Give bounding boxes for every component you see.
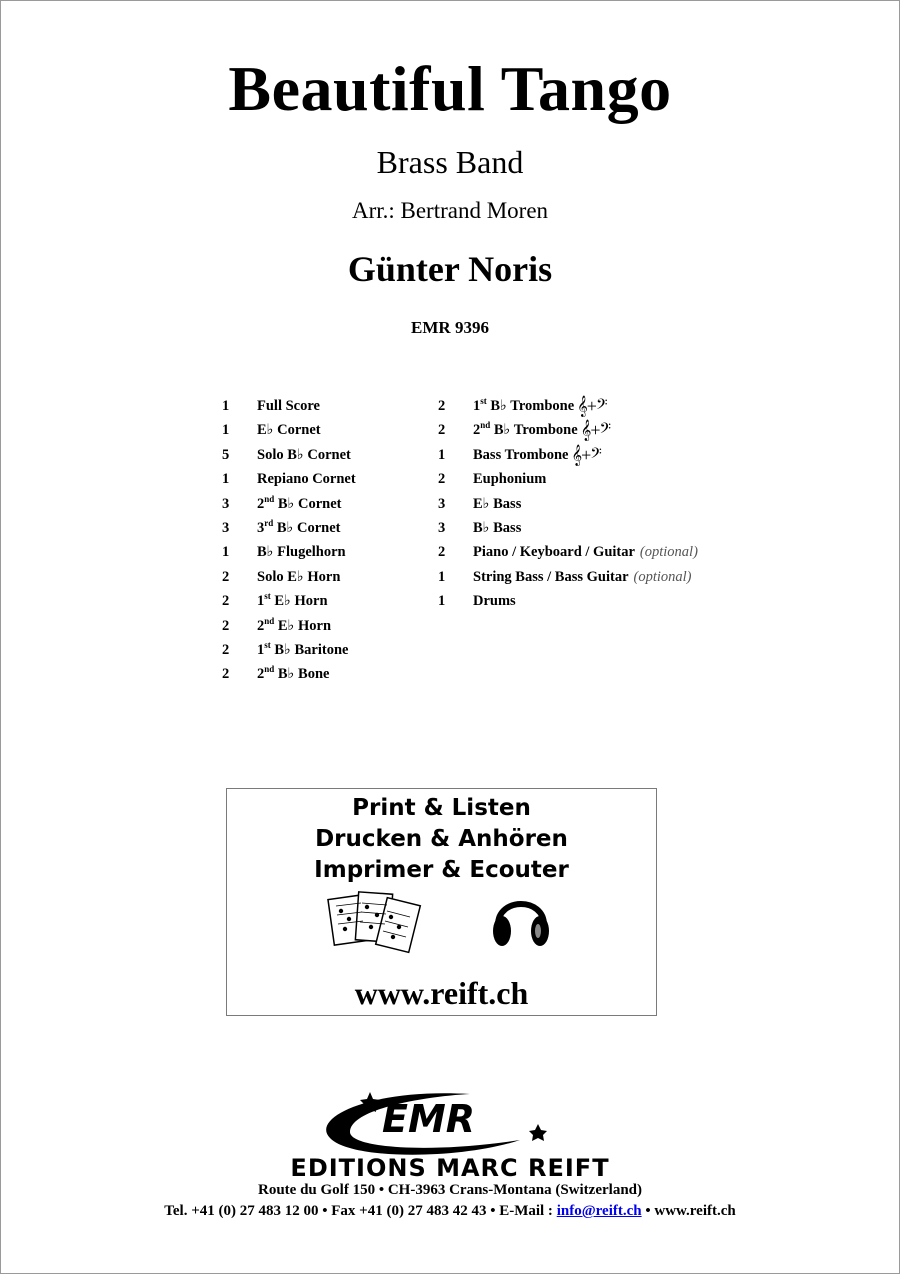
part-row xyxy=(438,443,698,467)
part-row xyxy=(222,394,356,418)
part-name: B♭ Flugelhorn xyxy=(257,544,346,561)
arranger-credit: Arr.: Bertrand Moren xyxy=(351,198,549,223)
part-row xyxy=(222,589,356,613)
promo-line-english: Print & Listen xyxy=(352,795,531,821)
clef-icon: 𝄞+𝄢 xyxy=(571,444,601,465)
part-name: Drums xyxy=(473,593,516,610)
part-quantity: 2 xyxy=(222,617,230,634)
emr-logo-icon xyxy=(310,1088,560,1156)
ensemble-subtitle: Brass Band xyxy=(376,144,524,180)
part-row xyxy=(222,492,356,516)
part-name: Full Score xyxy=(257,398,320,414)
part-quantity: 1 xyxy=(222,544,230,561)
part-quantity: 5 xyxy=(222,446,230,463)
composer-name: Günter Noris xyxy=(347,249,553,289)
part-name: 2nd B♭ Cornet xyxy=(257,493,342,512)
part-name: B♭ Bass xyxy=(473,519,522,536)
part-name: 2nd B♭ Bone xyxy=(257,664,330,683)
part-row xyxy=(222,540,356,564)
part-row xyxy=(438,540,698,564)
part-quantity: 2 xyxy=(222,593,230,610)
part-name: 1st B♭ Trombone xyxy=(473,396,575,414)
part-row xyxy=(222,418,356,442)
part-row xyxy=(222,443,356,467)
publisher-address: Route du Golf 150 • CH-3963 Crans-Montana (Switzerland) xyxy=(258,1182,642,1198)
optional-note: (optional) xyxy=(639,544,698,561)
part-quantity: 2 xyxy=(438,422,446,439)
part-row xyxy=(438,589,698,613)
part-quantity: 2 xyxy=(438,544,446,561)
part-name: 1st B♭ Baritone xyxy=(257,640,349,658)
part-quantity: 3 xyxy=(438,519,446,536)
part-quantity: 2 xyxy=(222,568,230,585)
svg-text:EMR: EMR xyxy=(382,1097,476,1141)
parts-list-left xyxy=(222,394,356,687)
catalog-number: EMR 9396 xyxy=(411,318,489,337)
part-name: E♭ Bass xyxy=(473,495,522,512)
part-quantity: 3 xyxy=(222,495,230,512)
part-row xyxy=(438,467,698,491)
part-quantity: 2 xyxy=(222,641,230,658)
part-quantity: 2 xyxy=(438,398,446,414)
sheet-music-icon xyxy=(327,889,422,959)
part-name: String Bass / Bass Guitar xyxy=(473,568,629,585)
part-row xyxy=(222,467,356,491)
part-name: Piano / Keyboard / Guitar xyxy=(473,544,635,561)
publisher-contact xyxy=(0,1203,900,1220)
part-row xyxy=(222,516,356,540)
part-name: 1st E♭ Horn xyxy=(257,591,328,610)
print-listen-box[interactable] xyxy=(226,788,657,1016)
part-row xyxy=(438,394,698,418)
part-name: 3rd B♭ Cornet xyxy=(257,518,341,536)
part-quantity: 3 xyxy=(438,495,446,512)
part-row xyxy=(222,638,356,662)
clef-icon: 𝄞+𝄢 xyxy=(577,396,607,416)
part-quantity: 2 xyxy=(438,471,446,488)
part-name: 2nd E♭ Horn xyxy=(257,615,332,634)
promo-line-french: Imprimer & Ecouter xyxy=(314,857,569,883)
page-title: Beautiful Tango xyxy=(228,53,672,124)
email-link[interactable]: info@reift.ch xyxy=(556,1203,642,1219)
parts-list-right xyxy=(438,394,698,614)
clef-icon: 𝄞+𝄢 xyxy=(580,420,611,441)
promo-url[interactable]: www.reift.ch xyxy=(354,975,529,1011)
part-quantity: 1 xyxy=(438,593,446,610)
part-row xyxy=(222,662,356,686)
contact-phone-fax: Tel. +41 (0) 27 483 12 00 • Fax +41 (0) 27 483 42 43 • E-Mail : xyxy=(164,1203,557,1219)
part-row xyxy=(438,492,698,516)
part-name: Bass Trombone xyxy=(473,446,569,463)
part-name: Solo E♭ Horn xyxy=(257,568,341,585)
part-row xyxy=(222,565,356,589)
part-row xyxy=(438,565,698,589)
publisher-name: EDITIONS MARC REIFT xyxy=(290,1154,610,1182)
part-row xyxy=(438,418,698,442)
headphones-icon xyxy=(490,885,552,951)
part-name: Repiano Cornet xyxy=(257,471,356,488)
part-name: E♭ Cornet xyxy=(257,422,321,439)
part-name: Solo B♭ Cornet xyxy=(257,446,351,463)
part-quantity: 3 xyxy=(222,519,230,536)
part-row xyxy=(222,614,356,638)
part-quantity: 1 xyxy=(438,446,446,463)
part-name: Euphonium xyxy=(473,471,547,488)
promo-line-german: Drucken & Anhören xyxy=(315,826,568,852)
part-quantity: 1 xyxy=(222,422,230,439)
contact-website: • www.reift.ch xyxy=(641,1203,736,1219)
part-quantity: 1 xyxy=(222,398,230,414)
part-name: 2nd B♭ Trombone xyxy=(473,420,578,439)
part-row xyxy=(438,516,698,540)
optional-note: (optional) xyxy=(633,568,692,585)
part-quantity: 2 xyxy=(222,666,230,683)
part-quantity: 1 xyxy=(438,568,446,585)
part-quantity: 1 xyxy=(222,471,230,488)
